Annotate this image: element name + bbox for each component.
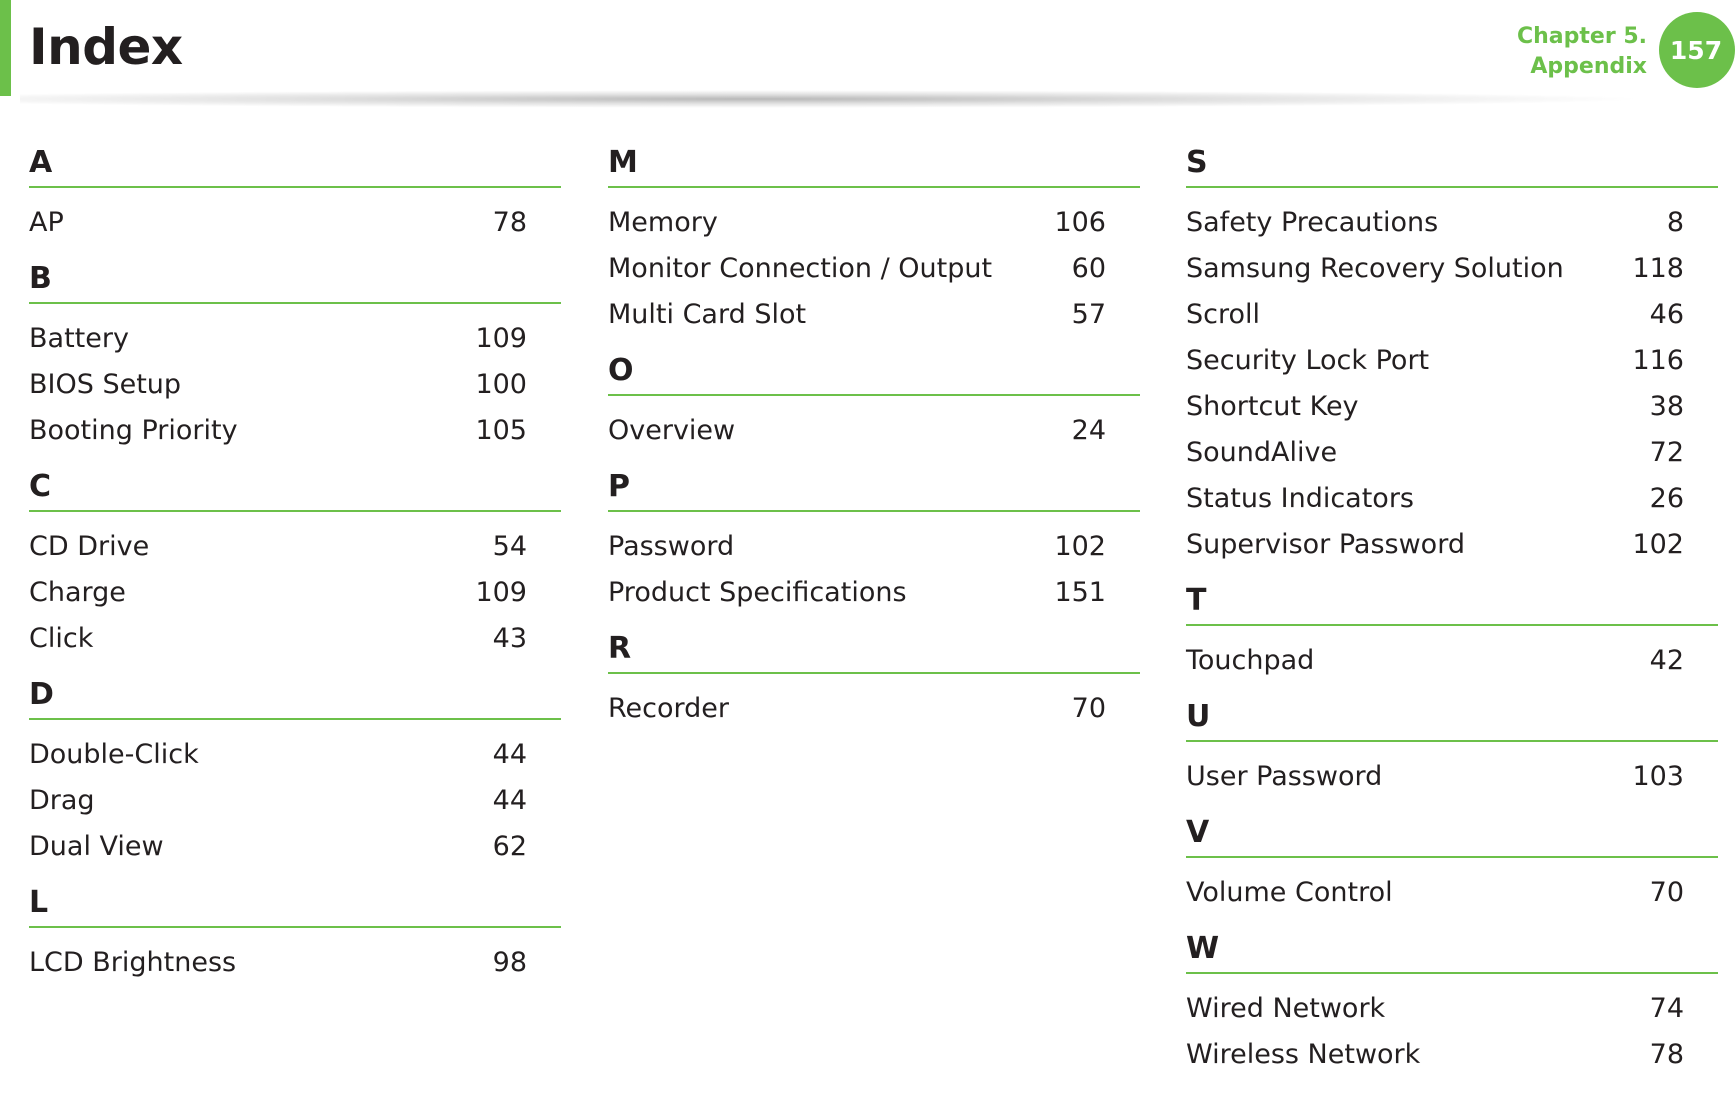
index-entry[interactable]	[1186, 384, 1718, 430]
index-entry[interactable]	[608, 292, 1140, 338]
section-letter-heading: P	[608, 469, 1140, 512]
index-entry[interactable]	[1186, 430, 1718, 476]
index-entry-term: Shortcut Key	[1186, 391, 1359, 422]
index-entry[interactable]	[1186, 292, 1718, 338]
index-section-a	[29, 145, 561, 246]
index-entry-page: 74	[1649, 993, 1684, 1024]
index-entry[interactable]	[1186, 986, 1718, 1032]
index-entry-page: 70	[1071, 693, 1106, 724]
chapter-number: Chapter 5.	[1516, 24, 1647, 49]
index-entry-term: Supervisor Password	[1186, 529, 1465, 560]
index-entry-term: Security Lock Port	[1186, 345, 1430, 376]
index-entry[interactable]	[1186, 870, 1718, 916]
section-letter-heading: O	[608, 353, 1140, 396]
index-entry[interactable]	[29, 362, 561, 408]
index-entry-term: LCD Brightness	[29, 947, 237, 978]
index-entry-page: 106	[1054, 207, 1106, 238]
index-entry-page: 98	[492, 947, 527, 978]
index-entry-page: 116	[1632, 345, 1684, 376]
index-entry-term: Product Specifications	[608, 577, 907, 608]
index-entry[interactable]	[29, 778, 561, 824]
index-entry[interactable]	[1186, 246, 1718, 292]
index-entry-page: 109	[475, 323, 527, 354]
index-entry[interactable]	[608, 570, 1140, 616]
index-entry[interactable]	[1186, 1032, 1718, 1078]
index-entry-page: 105	[475, 415, 527, 446]
index-entry-page: 44	[492, 739, 527, 770]
index-entry-page: 78	[492, 207, 527, 238]
index-entry-term: User Password	[1186, 761, 1383, 792]
index-entry-term: Charge	[29, 577, 126, 608]
index-entry-term: Booting Priority	[29, 415, 238, 446]
index-entry[interactable]	[608, 408, 1140, 454]
index-entry[interactable]	[29, 616, 561, 662]
index-entry-page: 43	[492, 623, 527, 654]
index-section-v	[1186, 815, 1718, 916]
index-entry-term: Double-Click	[29, 739, 199, 770]
index-entry[interactable]	[29, 524, 561, 570]
chapter-label	[1517, 22, 1647, 82]
index-section-d	[29, 677, 561, 870]
index-entry-page: 46	[1649, 299, 1684, 330]
section-letter-heading: W	[1186, 931, 1718, 974]
index-section-b	[29, 261, 561, 454]
index-entry[interactable]	[608, 246, 1140, 292]
index-entry-page: 62	[492, 831, 527, 862]
index-section-l	[29, 885, 561, 986]
index-entry-page: 100	[475, 369, 527, 400]
index-entry-page: 151	[1054, 577, 1106, 608]
index-entry[interactable]	[608, 686, 1140, 732]
index-entry-term: CD Drive	[29, 531, 150, 562]
index-entry-term: Battery	[29, 323, 129, 354]
index-entry-page: 118	[1632, 253, 1684, 284]
section-letter-heading: V	[1186, 815, 1718, 858]
index-section-p	[608, 469, 1140, 616]
index-entry[interactable]	[608, 200, 1140, 246]
index-column-3	[1186, 145, 1718, 1093]
index-entry-term: Scroll	[1186, 299, 1261, 330]
section-letter-heading: A	[29, 145, 561, 188]
index-entry-page: 57	[1071, 299, 1106, 330]
index-entry[interactable]	[29, 824, 561, 870]
index-entry-page: 26	[1649, 483, 1684, 514]
index-section-u	[1186, 699, 1718, 800]
index-entry[interactable]	[1186, 476, 1718, 522]
index-section-t	[1186, 583, 1718, 684]
index-entry-page: 44	[492, 785, 527, 816]
index-entry-term: Touchpad	[1186, 645, 1315, 676]
index-entry[interactable]	[1186, 338, 1718, 384]
index-entry-page: 102	[1632, 529, 1684, 560]
index-entry-term: Wired Network	[1186, 993, 1386, 1024]
index-entry-page: 109	[475, 577, 527, 608]
index-entry-page: 60	[1071, 253, 1106, 284]
index-entry[interactable]	[1186, 754, 1718, 800]
index-section-w	[1186, 931, 1718, 1078]
index-entry[interactable]	[29, 316, 561, 362]
index-entry[interactable]	[29, 940, 561, 986]
header-accent-bar	[0, 0, 11, 96]
index-entry-term: Recorder	[608, 693, 729, 724]
index-entry-term: Samsung Recovery Solution	[1186, 253, 1564, 284]
section-letter-heading: B	[29, 261, 561, 304]
index-entry-page: 54	[492, 531, 527, 562]
index-entry[interactable]	[1186, 638, 1718, 684]
index-entry-term: BIOS Setup	[29, 369, 182, 400]
index-entry-term: Drag	[29, 785, 95, 816]
index-section-s	[1186, 145, 1718, 568]
index-column-1	[29, 145, 561, 1001]
index-column-2	[608, 145, 1140, 747]
index-entry-term: Volume Control	[1186, 877, 1393, 908]
index-entry-term: AP	[29, 207, 64, 238]
index-section-m	[608, 145, 1140, 338]
index-entry[interactable]	[29, 200, 561, 246]
index-entry-page: 38	[1649, 391, 1684, 422]
index-section-o	[608, 353, 1140, 454]
index-entry-page: 78	[1649, 1039, 1684, 1070]
index-entry-term: Safety Precautions	[1186, 207, 1439, 238]
index-entry[interactable]	[608, 524, 1140, 570]
index-entry-page: 102	[1054, 531, 1106, 562]
index-entry[interactable]	[1186, 200, 1718, 246]
index-entry[interactable]	[29, 408, 561, 454]
section-letter-heading: S	[1186, 145, 1718, 188]
index-entry[interactable]	[29, 732, 561, 778]
index-entry-term: Click	[29, 623, 94, 654]
section-letter-heading: U	[1186, 699, 1718, 742]
section-letter-heading: M	[608, 145, 1140, 188]
page-number-badge: 157	[1659, 12, 1735, 88]
index-entry-page: 8	[1666, 207, 1684, 238]
index-entry[interactable]	[1186, 522, 1718, 568]
header-shadow-divider	[20, 90, 1650, 108]
index-section-c	[29, 469, 561, 662]
page-title: Index	[29, 18, 183, 76]
index-entry-page: 24	[1071, 415, 1106, 446]
section-letter-heading: T	[1186, 583, 1718, 626]
section-letter-heading: L	[29, 885, 561, 928]
index-entry-page: 70	[1649, 877, 1684, 908]
index-entry-term: Dual View	[29, 831, 164, 862]
index-entry-page: 103	[1632, 761, 1684, 792]
index-entry[interactable]	[29, 570, 561, 616]
index-entry-page: 72	[1649, 437, 1684, 468]
index-entry-page: 42	[1649, 645, 1684, 676]
index-entry-term: SoundAlive	[1186, 437, 1338, 468]
index-entry-term: Multi Card Slot	[608, 299, 807, 330]
chapter-name: Appendix	[1530, 54, 1647, 79]
index-entry-term: Memory	[608, 207, 718, 238]
index-entry-term: Monitor Connection / Output	[608, 253, 993, 284]
section-letter-heading: R	[608, 631, 1140, 674]
index-entry-term: Status Indicators	[1186, 483, 1414, 514]
section-letter-heading: D	[29, 677, 561, 720]
section-letter-heading: C	[29, 469, 561, 512]
index-entry-term: Password	[608, 531, 735, 562]
index-entry-term: Overview	[608, 415, 736, 446]
index-section-r	[608, 631, 1140, 732]
index-entry-term: Wireless Network	[1186, 1039, 1421, 1070]
